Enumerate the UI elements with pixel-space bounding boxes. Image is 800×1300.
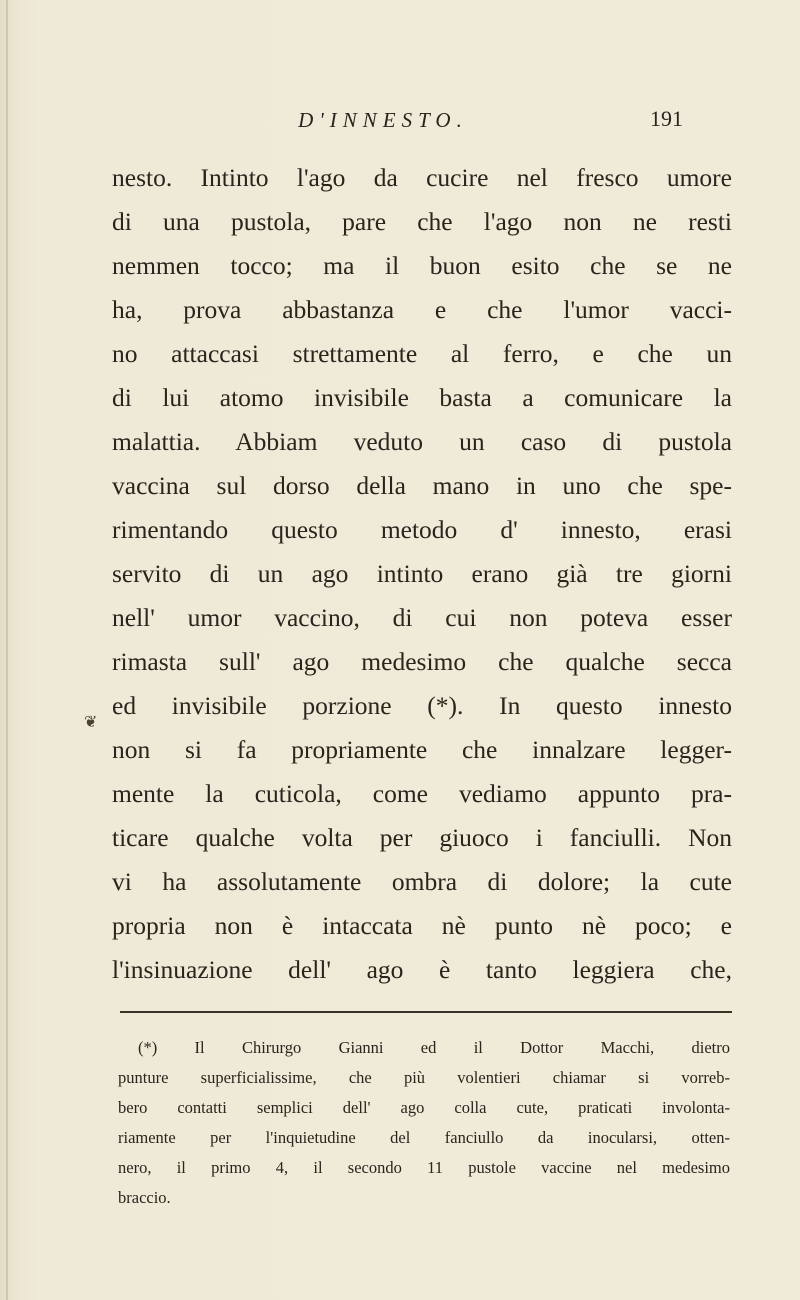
text-line: di una pustola, pare che l'ago non ne resti	[112, 207, 732, 236]
text-line: propria non è intaccata nè punto nè poco; e	[112, 911, 732, 940]
footnote-line: punture superficialissime, che più volentieri chiamar si vorreb-	[118, 1068, 730, 1087]
text-line: ha, prova abbastanza e che l'umor vacci-	[112, 295, 732, 324]
text-line: no attaccasi strettamente al ferro, e che un	[112, 339, 732, 368]
text-line: nesto. Intinto l'ago da cucire nel fresco umore	[112, 163, 732, 192]
footnote-line: bero contatti semplici dell' ago colla cute, praticati involonta-	[118, 1098, 730, 1117]
text-line: malattia. Abbiam veduto un caso di pustola	[112, 427, 732, 456]
main-text	[112, 156, 732, 992]
footnote	[118, 1033, 730, 1213]
footnote-line: (*) Il Chirurgo Gianni ed il Dottor Macchi, dietro	[138, 1038, 730, 1057]
footnote-rule	[120, 1011, 732, 1013]
footnote-line: riamente per l'inquietudine del fanciullo da inocularsi, otten-	[118, 1128, 730, 1147]
margin-mark-icon: ❦	[84, 712, 98, 731]
text-line: rimasta sull' ago medesimo che qualche secca	[112, 647, 732, 676]
text-line: vi ha assolutamente ombra di dolore; la cute	[112, 867, 732, 896]
text-line: nemmen tocco; ma il buon esito che se ne	[112, 251, 732, 280]
text-line: di lui atomo invisibile basta a comunicare la	[112, 383, 732, 412]
text-line: nell' umor vaccino, di cui non poteva esser	[112, 603, 732, 632]
text-line: vaccina sul dorso della mano in uno che spe-	[112, 471, 732, 500]
footnote-line: braccio.	[118, 1188, 171, 1207]
text-line: ticare qualche volta per giuoco i fanciulli. Non	[112, 823, 732, 852]
page-number: 191	[650, 106, 683, 131]
footnote-line: nero, il primo 4, il secondo 11 pustole vaccine nel medesimo	[118, 1158, 730, 1177]
text-line: servito di un ago intinto erano già tre giorni	[112, 559, 732, 588]
text-line: ed invisibile porzione (*). In questo innesto	[112, 691, 732, 720]
text-line: non si fa propriamente che innalzare legger-	[112, 735, 732, 764]
text-line: l'insinuazione dell' ago è tanto leggiera che,	[112, 955, 732, 984]
page-gutter	[6, 0, 8, 1300]
text-line: mente la cuticola, come vediamo appunto pra-	[112, 779, 732, 808]
text-line: rimentando questo metodo d' innesto, erasi	[112, 515, 732, 544]
running-title: D'INNESTO.	[298, 108, 468, 132]
